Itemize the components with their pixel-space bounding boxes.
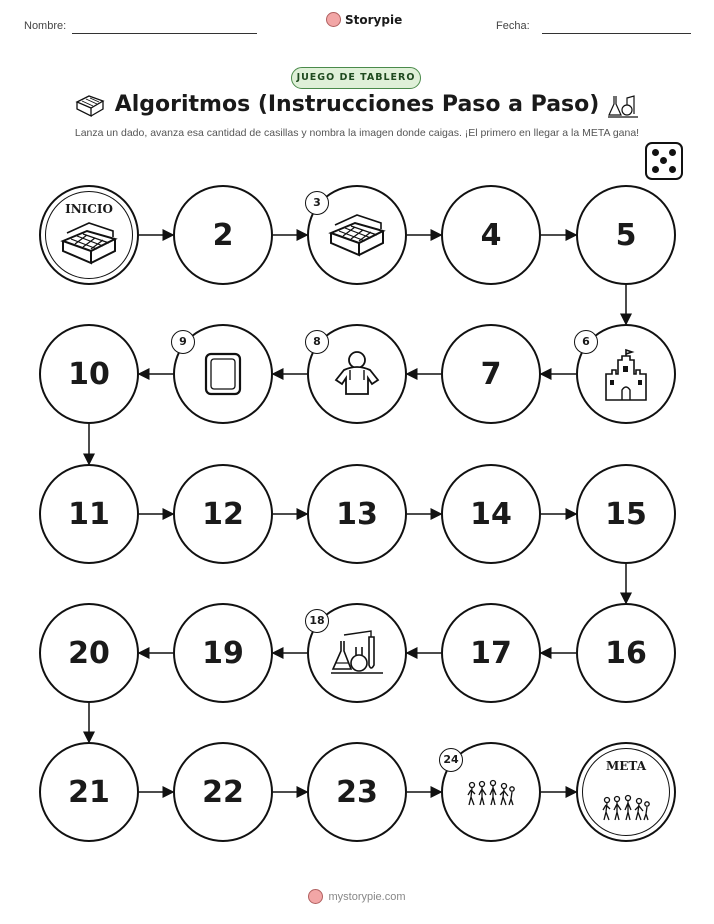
cell-caption: INICIO	[65, 202, 113, 216]
name-label: Nombre:	[24, 20, 67, 32]
cell-number: 14	[470, 496, 512, 532]
frame-icon	[202, 350, 244, 398]
board-cell-12	[173, 464, 273, 564]
board-cell-18	[307, 603, 407, 703]
cell-number: 19	[202, 635, 244, 671]
board-cell-6	[576, 324, 676, 424]
castle-icon	[600, 346, 652, 402]
pig-logo-icon	[308, 889, 323, 904]
board-cell-8	[307, 324, 407, 424]
cell-number: 16	[605, 635, 647, 671]
board-cell-9	[173, 324, 273, 424]
board-cell-13	[307, 464, 407, 564]
cell-caption: META	[605, 759, 646, 773]
date-label: Fecha:	[496, 20, 530, 32]
cell-number: 10	[68, 356, 110, 392]
board-cell-15	[576, 464, 676, 564]
page-title: Algoritmos (Instrucciones Paso a Paso)	[114, 92, 600, 117]
board-cell-14	[441, 464, 541, 564]
board-cell-20	[39, 603, 139, 703]
evolution-icon	[467, 777, 515, 807]
cell-number: 11	[68, 496, 110, 532]
toolbox-icon	[325, 211, 389, 259]
board-cell-25	[576, 742, 676, 842]
board-cell-23	[307, 742, 407, 842]
cell-number: 15	[605, 496, 647, 532]
cell-number-tag: 9	[171, 330, 195, 354]
board-cell-10	[39, 324, 139, 424]
board-cell-7	[441, 324, 541, 424]
board-cell-1	[39, 185, 139, 285]
board-cell-21	[39, 742, 139, 842]
cell-number: 23	[336, 774, 378, 810]
board-cell-5	[576, 185, 676, 285]
cell-number: 7	[480, 356, 502, 392]
cell-number-tag: 24	[439, 748, 463, 772]
board-cell-2	[173, 185, 273, 285]
cell-number: 2	[212, 217, 234, 253]
instructions-text: Lanza un dado, avanza esa cantidad de casillas y nombra la imagen donde caigas. ¡El primero en llegar a la META gana!	[74, 127, 640, 139]
footer	[0, 889, 714, 904]
cell-number: 20	[68, 635, 110, 671]
shirt-icon	[334, 350, 380, 398]
game-type-badge: JUEGO DE TABLERO	[291, 67, 421, 89]
cell-number-tag: 18	[305, 609, 329, 633]
cell-number: 13	[336, 496, 378, 532]
board-cell-16	[576, 603, 676, 703]
cell-number-tag: 3	[305, 191, 329, 215]
board-cell-17	[441, 603, 541, 703]
toolbox-icon	[57, 219, 121, 267]
cell-number: 12	[202, 496, 244, 532]
board-cell-19	[173, 603, 273, 703]
evolution-icon	[602, 792, 650, 822]
cell-number: 17	[470, 635, 512, 671]
cell-number: 22	[202, 774, 244, 810]
footer-url[interactable]: mystorypie.com	[328, 890, 406, 903]
cell-number: 21	[68, 774, 110, 810]
cell-number: 5	[615, 217, 637, 253]
lab-icon	[329, 627, 385, 679]
board-cell-4	[441, 185, 541, 285]
brand-name: Storypie	[345, 12, 403, 27]
cell-number-tag: 6	[574, 330, 598, 354]
board-cell-3	[307, 185, 407, 285]
board-cell-11	[39, 464, 139, 564]
board-cell-22	[173, 742, 273, 842]
cell-number: 4	[480, 217, 502, 253]
cell-number-tag: 8	[305, 330, 329, 354]
board-cell-24	[441, 742, 541, 842]
